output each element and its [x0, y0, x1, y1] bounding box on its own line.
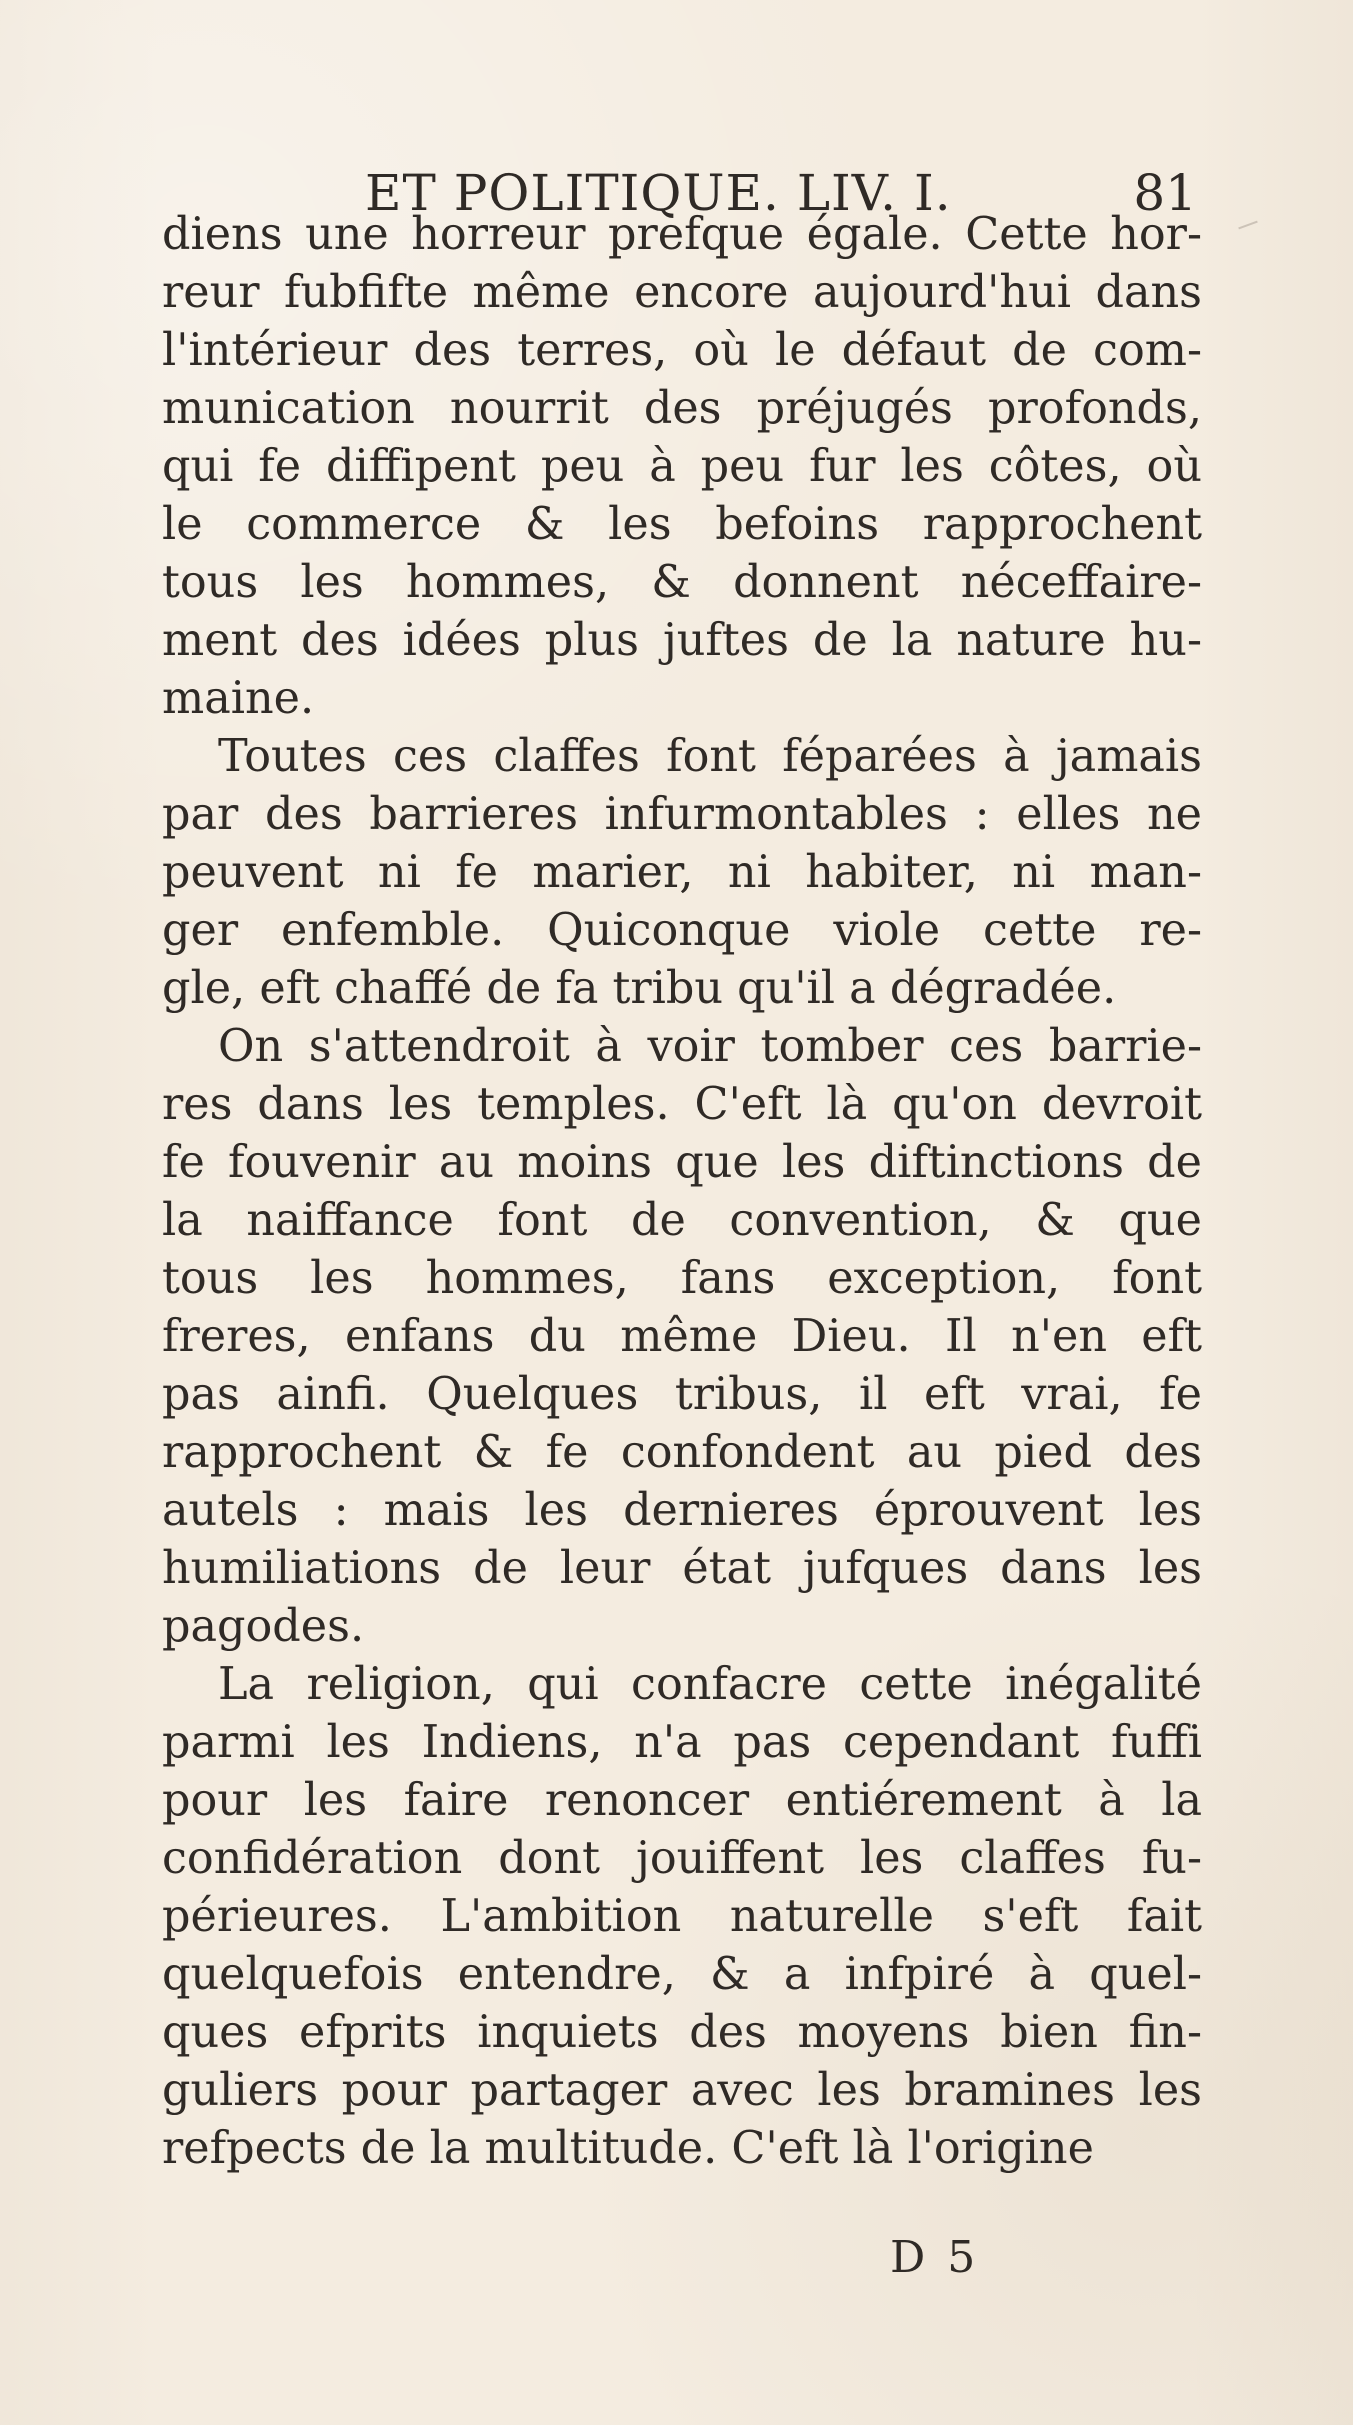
- text-line: refpects de la multitude. C'eft là l'origine: [162, 2123, 1094, 2174]
- text-line: rapprochent & fe confondent au pied des: [162, 1427, 1202, 1478]
- text-line: l'intérieur des terres, où le défaut de com-: [162, 325, 1202, 376]
- text-line: diens une horreur prefque égale. Cette hor-: [162, 209, 1202, 260]
- text-line: confidération dont jouiffent les claffes fu-: [162, 1833, 1202, 1884]
- text-line: ment des idées plus juftes de la nature hu-: [162, 615, 1202, 666]
- text-line: ques efprits inquiets des moyens bien fin-: [162, 2007, 1202, 2058]
- text-line: ger enfemble. Quiconque viole cette re-: [162, 905, 1202, 956]
- text-line: pagodes.: [162, 1601, 365, 1652]
- text-line: quelquefois entendre, & a infpiré à quel-: [162, 1949, 1202, 2000]
- text-line: humiliations de leur état jufques dans les: [162, 1543, 1202, 1594]
- text-line: res dans les temples. C'eft là qu'on devroit: [162, 1079, 1202, 1130]
- text-line: tous les hommes, fans exception, font: [162, 1253, 1202, 1304]
- text-line: par des barrieres infurmontables : elles ne: [162, 789, 1202, 840]
- text-line: La religion, qui confacre cette inégalité: [218, 1659, 1202, 1710]
- text-line: fe fouvenir au moins que les diftinctions de: [162, 1137, 1202, 1188]
- text-line: Toutes ces claffes font féparées à jamais: [218, 731, 1202, 782]
- page-number: 81: [1133, 164, 1197, 222]
- text-line: périeures. L'ambition naturelle s'eft fait: [162, 1891, 1202, 1942]
- text-line: guliers pour partager avec les bramines les: [162, 2065, 1202, 2116]
- text-line: peuvent ni fe marier, ni habiter, ni man-: [162, 847, 1202, 898]
- text-line: pour les faire renoncer entiérement à la: [162, 1775, 1202, 1826]
- running-title: ET POLITIQUE. LIV. I.: [365, 164, 952, 222]
- text-line: maine.: [162, 673, 315, 724]
- text-line: la naiffance font de convention, & que: [162, 1195, 1202, 1246]
- text-line: pas ainfi. Quelques tribus, il eft vrai, fe: [162, 1369, 1202, 1420]
- text-line: reur fubfifte même encore aujourd'hui dans: [162, 267, 1202, 318]
- text-line: On s'attendroit à voir tomber ces barrie-: [218, 1021, 1202, 1072]
- text-line: parmi les Indiens, n'a pas cependant fuffi: [162, 1717, 1202, 1768]
- text-line: autels : mais les dernieres éprouvent les: [162, 1485, 1202, 1536]
- text-line: freres, enfans du même Dieu. Il n'en eft: [162, 1311, 1202, 1362]
- text-line: gle, eft chaffé de fa tribu qu'il a dégradée.: [162, 963, 1117, 1014]
- margin-mark: [1238, 221, 1257, 230]
- body-text: [162, 206, 1202, 2178]
- text-line: qui fe diffipent peu à peu fur les côtes, où: [162, 441, 1202, 492]
- text-line: tous les hommes, & donnent néceffaire-: [162, 557, 1202, 608]
- signature-mark: D 5: [890, 2232, 980, 2283]
- text-line: munication nourrit des préjugés profonds,: [162, 383, 1202, 434]
- text-line: le commerce & les befoins rapprochent: [162, 499, 1202, 550]
